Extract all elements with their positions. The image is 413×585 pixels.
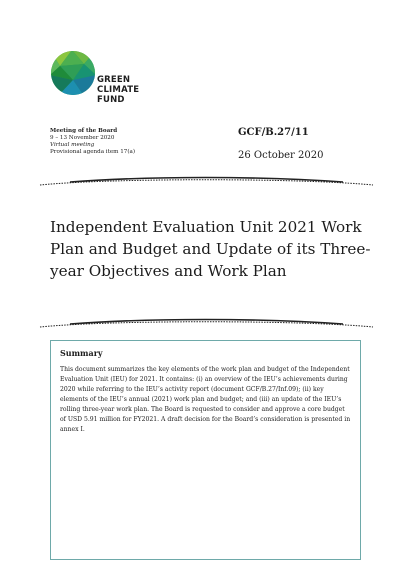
document-code: GCF/B.27/11: [238, 127, 309, 138]
meeting-info: [50, 128, 220, 156]
top-divider: [0, 176, 413, 190]
document-date: 26 October 2020: [238, 150, 324, 161]
gcf-logo: [50, 50, 170, 110]
logo-line-climate: CLIMATE: [97, 85, 140, 95]
meeting-title: Meeting of the Board: [50, 128, 118, 134]
meeting-location: Virtual meeting: [50, 142, 95, 148]
summary-body: This document summarizes the key elements of the work plan and budget of the Independent Evaluation Unit (IEU) for 2021. It contains: (i) an overview of the IEU’s achievements during 2020 while referring to the IEU’s activity report (document GCF/B.27/Inf.09); (ii) key elements of the IEU’s annual (2021) work plan and budget; and (iii) an update of the IEU’s rolling three-year work plan. The Board is requested to consider and approve a core budget of USD 5.91 million for FY2021. A draft decision for the Board’s consideration is presented in annex I.: [60, 366, 351, 433]
logo-line-green: GREEN: [97, 75, 131, 85]
logo-line-fund: FUND: [97, 95, 125, 105]
globe-logo-icon: [50, 50, 96, 96]
summary-box: [50, 340, 361, 560]
document-title: Independent Evaluation Unit 2021 Work Plan and Budget and Update of its Three-year Objectives and Work Plan: [50, 218, 371, 280]
logo-wordmark: [97, 75, 139, 105]
meeting-dates: 9 – 13 November 2020: [50, 135, 115, 141]
bottom-divider: [0, 318, 413, 332]
summary-heading: Summary: [60, 348, 103, 358]
meeting-agenda: Provisional agenda item 17(a): [50, 149, 136, 155]
